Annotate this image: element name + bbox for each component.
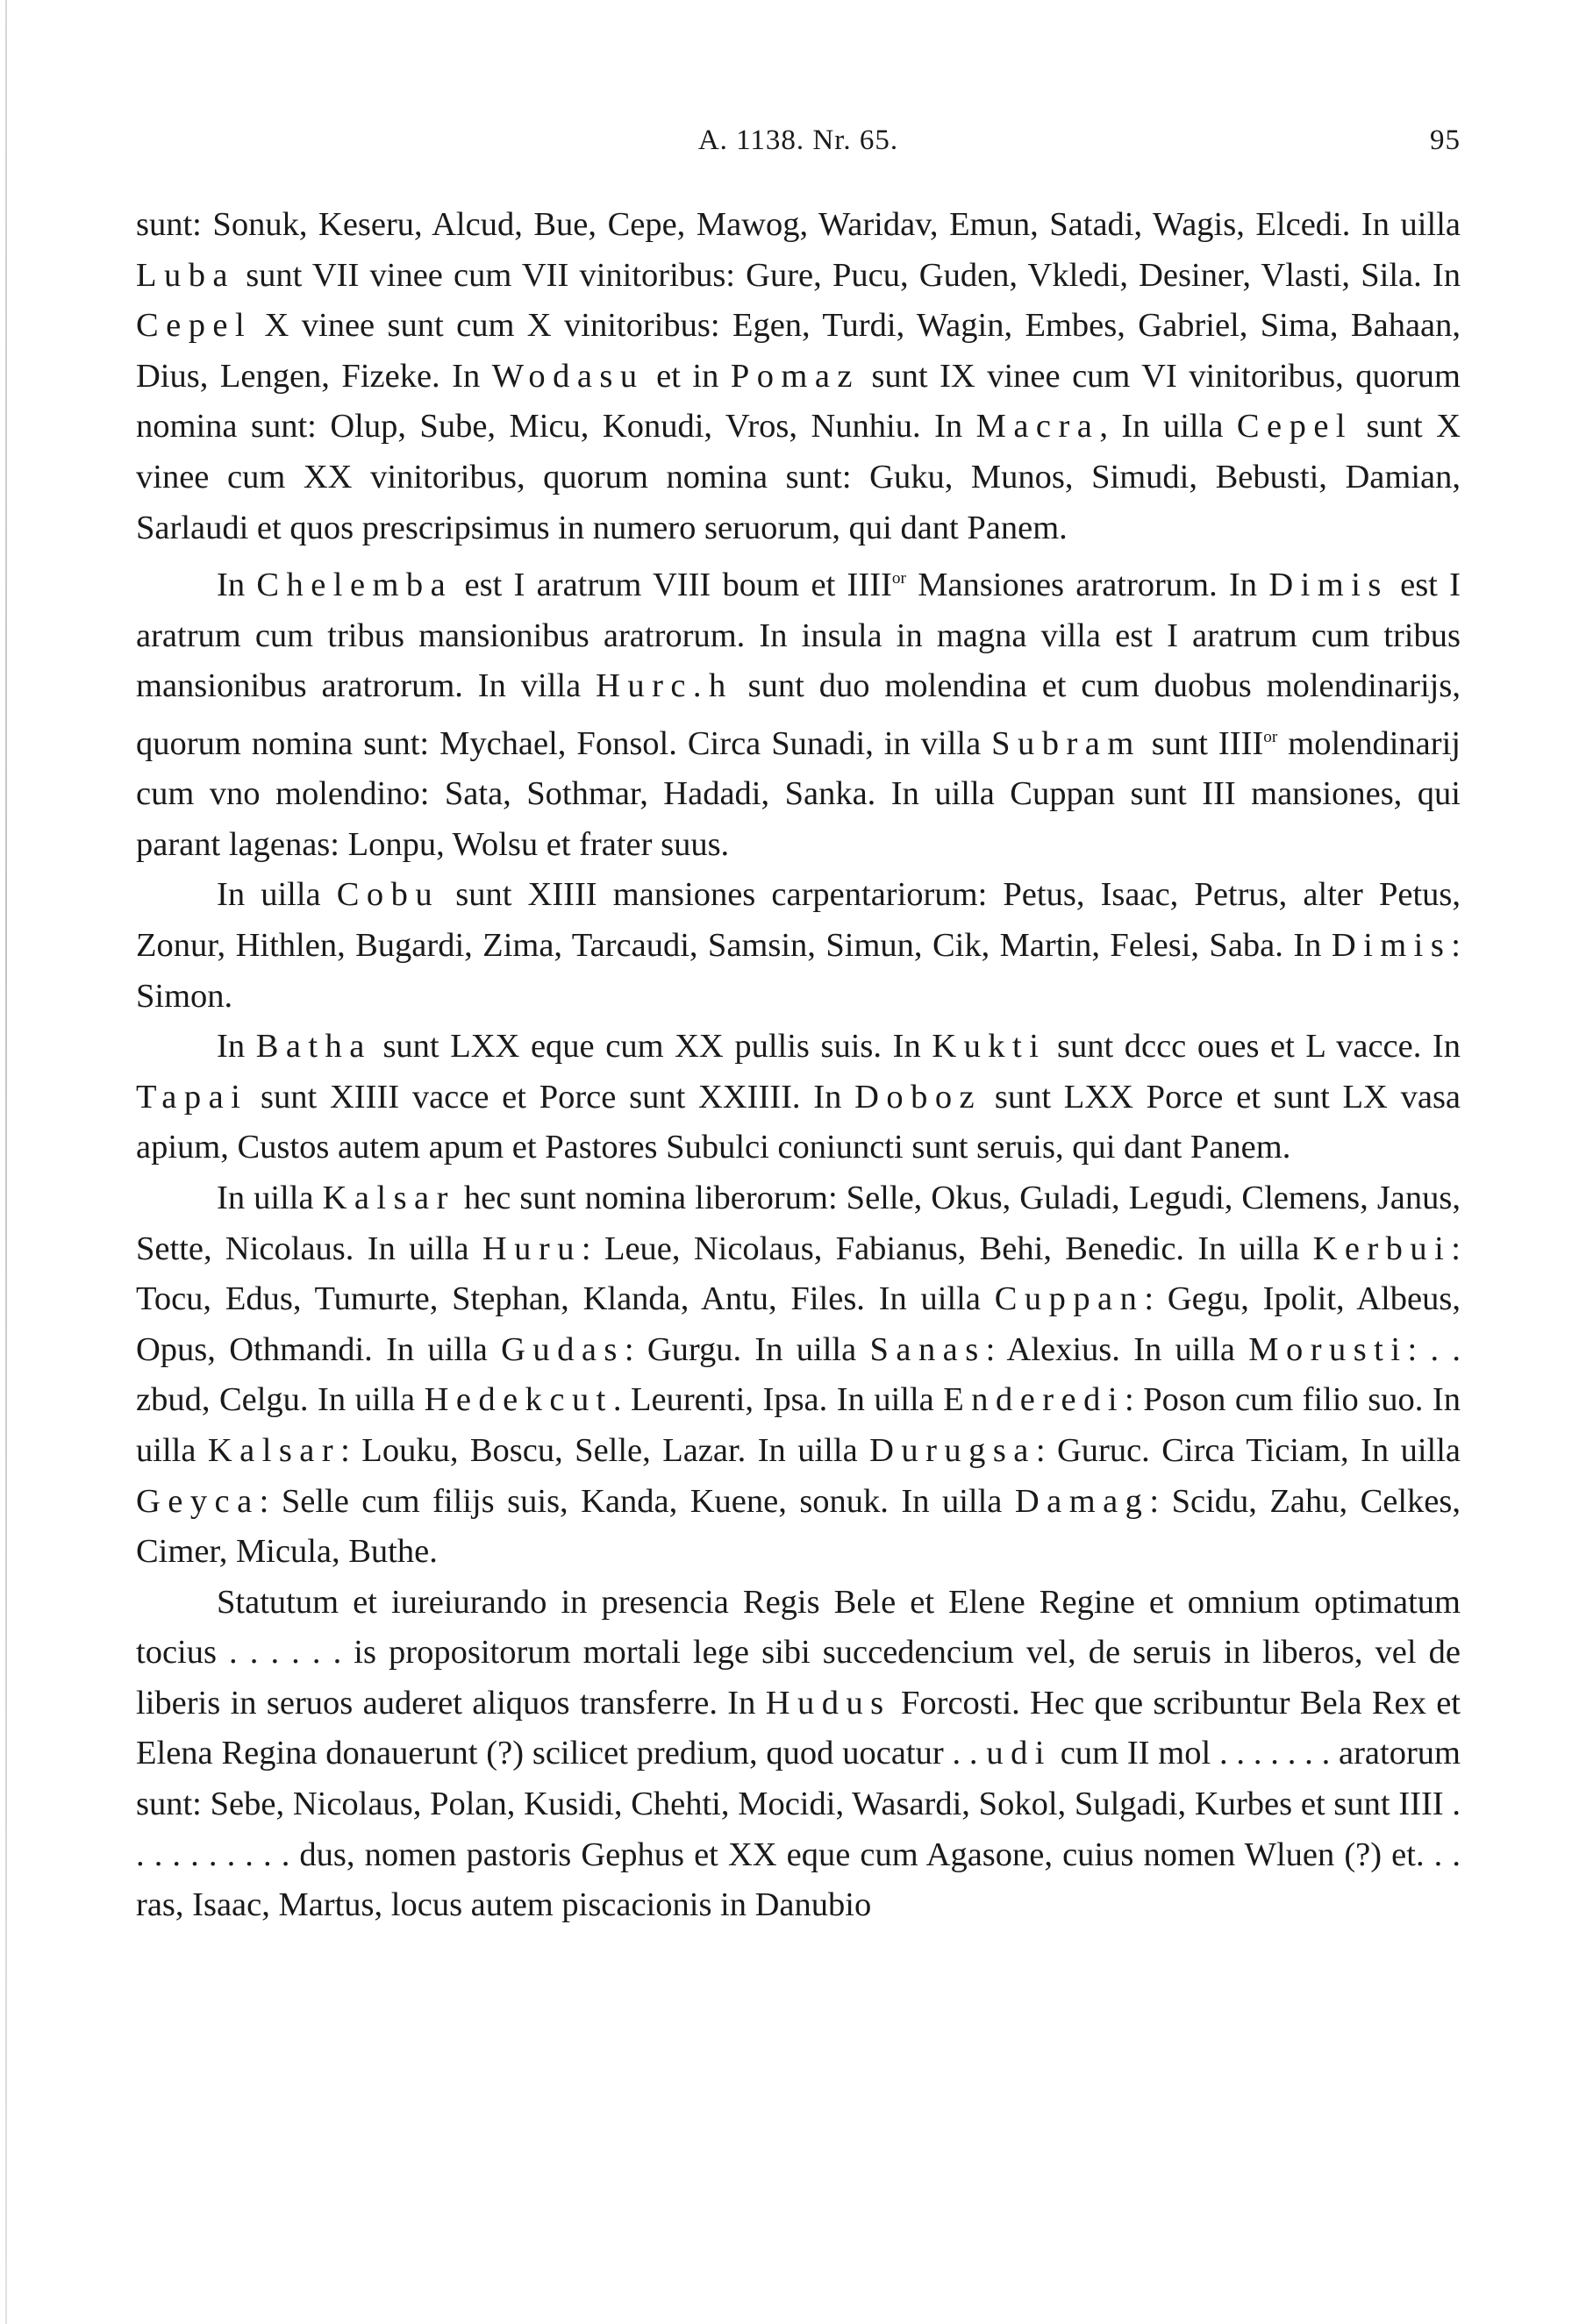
text-run: : Alexius. In uilla: [985, 1330, 1249, 1368]
text-run: sunt LXX Porce et sunt LX vasa apium, Custos autem apum et Pastores Subulci coniuncti sunt seruis, qui dant Panem.: [136, 1078, 1461, 1166]
text-run: , In uilla: [1099, 408, 1237, 446]
text-run: : Leue, Nicolaus, Fabianus, Behi, Benedic. In uilla: [581, 1230, 1313, 1267]
text-run: : Poson cum filio suo. In uilla: [136, 1381, 1461, 1469]
place-name: Wodasu: [491, 357, 645, 395]
paragraph: [136, 1173, 1461, 1578]
text-run: cum II mol . . . . . . . aratorum sunt: Sebe, Nicolaus, Polan, Kusidi, Chehti, Mocidi, Wasardi, Sokol, Sulgadi, Kurbes et sunt IIII . . . . . . . . . . dus, nomen pastoris Gephus et XX eque cum Agasone, cuius nomen Wluen (?) et. . . ras, Isaac, Martus, locus autem piscacionis in Danubio: [136, 1735, 1461, 1924]
place-name: Hedekcut: [424, 1381, 613, 1419]
text-run: In: [217, 1028, 256, 1066]
place-name: Durugsa: [869, 1431, 1036, 1469]
place-name: Kalsar: [207, 1431, 341, 1469]
running-head-title: A. 1138. Nr. 65.: [697, 125, 899, 156]
text-run: Forcosti. Hec que scribuntur Bela Rex et Elena Regina donauerunt (?) scilicet predium, quod uocatur . .: [136, 1684, 1461, 1772]
paragraph: [136, 200, 1461, 553]
text-run: sunt XIIII vacce et Porce sunt XXIIII. In: [247, 1078, 855, 1116]
page-number: 95: [1430, 125, 1461, 156]
text-run: : Scidu, Zahu, Celkes, Cimer, Micula, Buthe.: [136, 1482, 1461, 1571]
text-run: sunt: Sonuk, Keseru, Alcud, Bue, Cepe, Mawog, Waridav, Emun, Satadi, Wagis, Elcedi. In uilla: [136, 206, 1461, 243]
text-run: : Tocu, Edus, Tumurte, Stephan, Klanda, Antu, Files. In uilla: [136, 1230, 1461, 1318]
place-name: Doboz: [854, 1078, 982, 1116]
text-run: sunt VII vinee cum VII vinitoribus: Gure, Pucu, Guden, Vkledi, Desiner, Vlasti, Sila. In: [235, 256, 1461, 294]
place-name: Luba: [136, 256, 235, 294]
text-run: et in: [644, 357, 731, 395]
text-run: sunt IIII: [1140, 724, 1264, 762]
place-name: Tapai: [136, 1078, 248, 1116]
text-run: In uilla: [217, 876, 337, 914]
text-run: : Gegu, Ipolit, Albeus, Opus, Othmandi. In uilla: [136, 1280, 1461, 1368]
text-run: sunt LXX eque cum XX pullis suis. In: [371, 1028, 932, 1066]
place-name: Kerbui: [1312, 1230, 1452, 1267]
place-name: Dimis: [1331, 926, 1452, 964]
place-name: Macra: [975, 408, 1100, 446]
text-run: In uilla: [217, 1179, 323, 1216]
text-run: : Guruc. Circa Ticiam, In uilla: [1035, 1431, 1461, 1469]
text-run: est I aratrum VIII boum et IIII: [453, 566, 892, 603]
place-name: Enderedi: [943, 1381, 1125, 1419]
superscript: or: [1263, 727, 1278, 746]
paragraph: [136, 553, 1461, 870]
text-run: : . . zbud, Celgu. In uilla: [136, 1330, 1461, 1419]
place-name: Morusti: [1248, 1330, 1408, 1368]
text-run: Mansiones aratrorum. In: [905, 566, 1269, 603]
text-run: est I aratrum cum tribus mansionibus aratrorum. In insula in magna villa est I aratrum cum tribus mansionibus aratrorum. In villa: [136, 566, 1461, 705]
place-name: udi: [986, 1735, 1052, 1772]
text-run: Statutum et iureiurando in presencia Regis Bele et Elene Regine et omnium optimatum tocius . . . . . . is propositorum mortali lege sibi succedencium vel, de seruis in liberos, vel de liberis in seruos auderet aliquos transferre. In: [136, 1583, 1461, 1722]
text-run: sunt XIIII mansiones carpentariorum: Petus, Isaac, Petrus, alter Petus, Zonur, Hithlen, Bugardi, Zima, Tarcaudi, Samsin, Simun, Cik, Martin, Felesi, Saba. In: [136, 876, 1461, 964]
text-run: : Simon.: [136, 926, 1461, 1015]
place-name: Damag: [1014, 1482, 1150, 1520]
scan-edge: [5, 0, 7, 2324]
place-name: Kalsar: [322, 1179, 455, 1216]
place-name: Pomaz: [730, 357, 860, 395]
text-run: : Gurgu. In uilla: [624, 1330, 870, 1368]
place-name: Cobu: [336, 876, 440, 914]
place-name: Subram: [991, 724, 1141, 762]
superscript: or: [891, 569, 906, 588]
text-run: sunt duo molendina et cum duobus molendinarijs, quorum nomina sunt: Mychael, Fonsol. Circa Sunadi, in villa: [136, 667, 1461, 762]
place-name: Geyca: [136, 1482, 260, 1520]
text-run: In: [217, 566, 257, 603]
text-run: molendinarij cum vno molendino: Sata, Sothmar, Hadadi, Sanka. In uilla Cuppan sunt III mansiones, qui parant lagenas: Lonpu, Wolsu et frater suus.: [136, 724, 1461, 863]
place-name: Hudus: [765, 1684, 891, 1722]
text-run: sunt dccc oues et L vacce. In: [1046, 1028, 1461, 1066]
paragraph: [136, 1578, 1461, 1931]
text-run: : Selle cum filijs suis, Kanda, Kuene, sonuk. In uilla: [259, 1482, 1015, 1520]
place-name: Gudas: [501, 1330, 625, 1368]
paragraph: [136, 1022, 1461, 1173]
place-name: Cepel: [1236, 408, 1354, 446]
place-name: Cuppan: [994, 1280, 1145, 1318]
text-run: hec sunt nomina liberorum: Selle, Okus, Guladi, Legudi, Clemens, Janus, Sette, Nicolaus. In uilla: [136, 1179, 1461, 1267]
place-name: Huru: [482, 1230, 582, 1267]
text-run: . Leurenti, Ipsa. In uilla: [612, 1381, 944, 1419]
place-name: Cepel: [136, 307, 253, 345]
text-run: X vinee sunt cum X vinitoribus: Egen, Turdi, Wagin, Embes, Gabriel, Sima, Bahaan, Dius, Lengen, Fizeke. In: [136, 307, 1461, 395]
running-head: [136, 125, 1461, 168]
document-body: [136, 200, 1461, 1931]
text-run: : Louku, Boscu, Selle, Lazar. In uilla: [340, 1431, 870, 1469]
text-run: sunt X vinee cum XX vinitoribus, quorum nomina sunt: Guku, Munos, Simudi, Bebusti, Damian, Sarlaudi et quos prescripsimus in numero seruorum, qui dant Panem.: [136, 408, 1461, 546]
place-name: Batha: [255, 1028, 372, 1066]
place-name: Sanas: [869, 1330, 986, 1368]
place-name: Chelemba: [256, 566, 454, 603]
place-name: Hurc.h: [596, 667, 733, 705]
place-name: Dimis: [1268, 566, 1389, 603]
text-run: sunt IX vinee cum VI vinitoribus, quorum nomina sunt: Olup, Sube, Micu, Konudi, Vros, Nunhiu. In: [136, 357, 1461, 446]
place-name: Kukti: [932, 1028, 1047, 1066]
paragraph: [136, 870, 1461, 1022]
